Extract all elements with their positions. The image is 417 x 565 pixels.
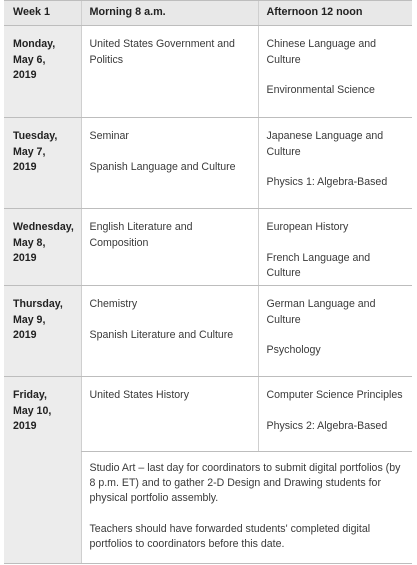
exam-name: Spanish Language and Culture [89,160,236,173]
exam-name: Physics 2: Algebra-Based [266,419,388,432]
afternoon-cell [258,26,412,118]
exam-name: French Language and Culture [266,251,371,279]
afternoon-cell [258,286,412,377]
table-row [4,286,412,377]
morning-cell [81,286,258,377]
day-cell [4,377,81,564]
day-weekday: Friday, [13,389,47,401]
exam-name: Chinese Language and Culture [266,38,377,66]
morning-cell [81,26,258,118]
morning-cell [81,118,258,209]
day-date: May 6, [13,53,46,66]
exam-name: Chemistry [89,298,138,310]
exam-name: European History [266,221,349,233]
morning-cell [81,209,258,286]
studio-art-note: Studio Art – last day for coordinators to submit digital portfolios (by 8 p.m. ET) and to gather 2-D Design and Drawing students for physical portfolio assembly. [89,462,401,505]
day-weekday: Monday, [13,38,56,50]
day-date: May 8, [13,236,46,249]
exam-name: Physics 1: Algebra-Based [266,176,388,188]
table-row [4,209,412,286]
day-year: 2019 [13,420,37,432]
header-afternoon: Afternoon 12 noon [258,1,412,26]
day-date: May 10, [13,404,52,417]
exam-name: Computer Science Principles [266,389,403,401]
day-year: 2019 [13,252,37,264]
afternoon-cell [258,209,412,286]
day-year: 2019 [13,161,37,173]
day-weekday: Tuesday, [13,130,58,142]
table-row [4,26,412,118]
day-cell [4,118,81,209]
exam-schedule-table [4,0,412,564]
exam-name: Spanish Literature and Culture [89,328,234,341]
day-date: May 7, [13,145,46,158]
header-week: Week 1 [4,1,81,26]
exam-name: Seminar [89,130,129,142]
day-year: 2019 [13,329,37,341]
teachers-note: Teachers should have forwarded students' completed digital portfolios to coordinators before this date. [89,522,371,550]
morning-cell [81,377,258,452]
afternoon-cell [258,118,412,209]
table-row [4,118,412,209]
exam-name: Psychology [266,344,321,356]
header-morning: Morning 8 a.m. [81,1,258,26]
exam-name: Japanese Language and Culture [266,130,384,158]
afternoon-cell [258,377,412,452]
day-weekday: Thursday, [13,298,63,310]
exam-name: United States History [89,389,190,401]
table-header-row [4,1,412,26]
day-cell [4,209,81,286]
exam-name: Environmental Science [266,84,375,96]
day-date: May 9, [13,313,46,326]
exam-name: English Literature and Composition [89,221,193,249]
table-row [4,377,412,452]
day-cell [4,26,81,118]
day-weekday: Wednesday, [13,221,74,233]
day-year: 2019 [13,69,37,81]
day-cell [4,286,81,377]
exam-name: United States Government and Politics [89,38,235,66]
friday-note-cell [81,452,412,564]
exam-name: German Language and Culture [266,298,376,326]
